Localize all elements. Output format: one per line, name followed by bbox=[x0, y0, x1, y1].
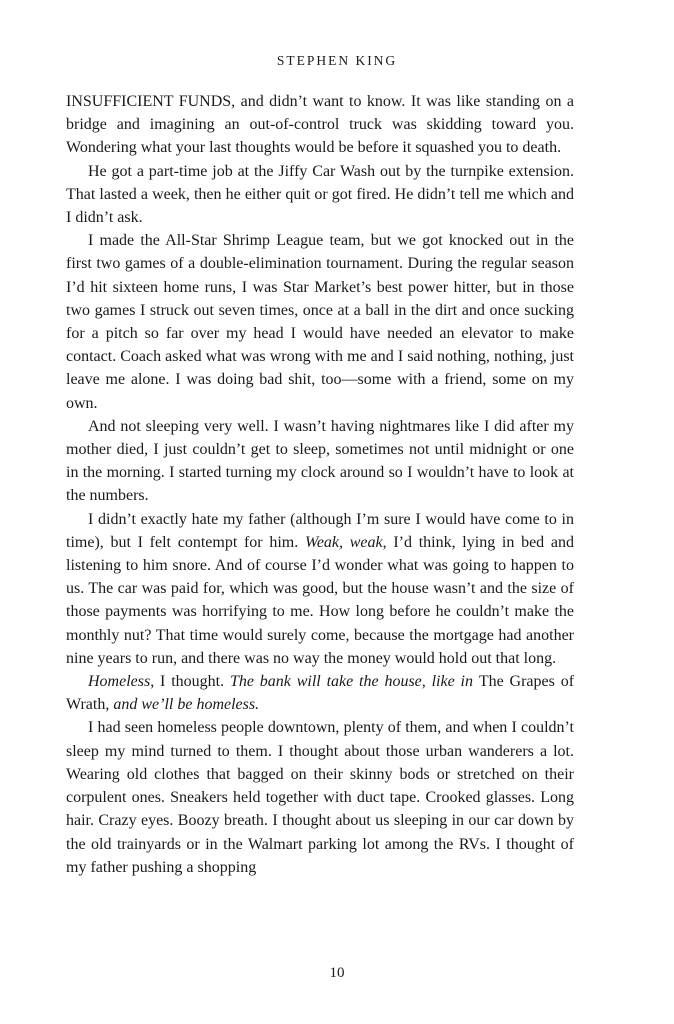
text-run: He got a part-time job at the Jiffy Car Wash out by the turnpike extension. That lasted a week, then he either quit or got fired. He didn’t tell me which and I didn’t ask. bbox=[66, 162, 574, 227]
italic-run: The bank will take the house, like in bbox=[229, 673, 479, 691]
italic-run: Weak, weak bbox=[304, 533, 383, 551]
running-head: STEPHEN KING bbox=[276, 53, 398, 68]
paragraph bbox=[66, 716, 574, 878]
italic-run: Homeless bbox=[88, 673, 151, 691]
text-run: I had seen homeless people downtown, plenty of them, and when I couldn’t sleep my mind turned to them. I thought about those urban wanderers a lot. Wearing old clothes that bagged on their skinny bods or stretched on their corpulent ones. Sneakers held together with duct tape. Crooked glasses. Long hair. Crazy eyes. Boozy breath. I thought about us sleeping in our car down by the old trainyards or in the Walmart parking lot among the RVs. I thought of my father pushing a shopping bbox=[66, 719, 574, 876]
text-run: I didn’t exactly hate my father (although I’m sure I would have come to in time), but I felt contempt for him. bbox=[66, 510, 574, 551]
text-run: , I’d think, lying in bed and listening to him snore. And of course I’d wonder what was going to happen to us. The car was paid for, which was good, but the house wasn’t and the size of those payments was horrifying to me. How long before he couldn’t make the monthly nut? That time would surely come, because the mortgage had another nine years to run, and there was no way the money would hold out that long. bbox=[66, 533, 574, 667]
paragraph bbox=[66, 415, 574, 508]
paragraph bbox=[66, 229, 574, 415]
italic-run: , and we’ll be homeless. bbox=[105, 696, 260, 714]
text-run: , I thought. bbox=[150, 673, 230, 691]
paragraph bbox=[66, 90, 574, 160]
text-run: The Grapes of Wrath bbox=[66, 673, 575, 714]
text-run: I made the All-Star Shrimp League team, but we got knocked out in the first two games of a double-elimination tournament. During the regular season I’d hit sixteen home runs, I was Star Market’s best power hitter, but in those two games I struck out seven times, once at a ball in the dirt and once sucking for a pitch so far over my head I would have needed an elevator to make contact. Coach asked what was wrong with me and I said nothing, nothing, just leave me alone. I was doing bad shit, too—some with a friend, some on my own. bbox=[66, 232, 574, 412]
body-text bbox=[66, 90, 574, 879]
paragraph bbox=[66, 160, 574, 230]
text-run: And not sleeping very well. I wasn’t having nightmares like I did after my mother died, I just couldn’t get to sleep, sometimes not until midnight or one in the morning. I started turning my clock around so I wouldn’t have to look at the numbers. bbox=[66, 417, 574, 505]
page-number: 10 bbox=[329, 965, 345, 981]
paragraph bbox=[66, 670, 574, 716]
text-run: INSUFFICIENT FUNDS, and didn’t want to know. It was like standing on a bridge and imagining an out-of-control truck was skidding toward you. Wondering what your last thoughts would be before it squashed you to death. bbox=[66, 93, 574, 157]
paragraph bbox=[66, 508, 574, 670]
